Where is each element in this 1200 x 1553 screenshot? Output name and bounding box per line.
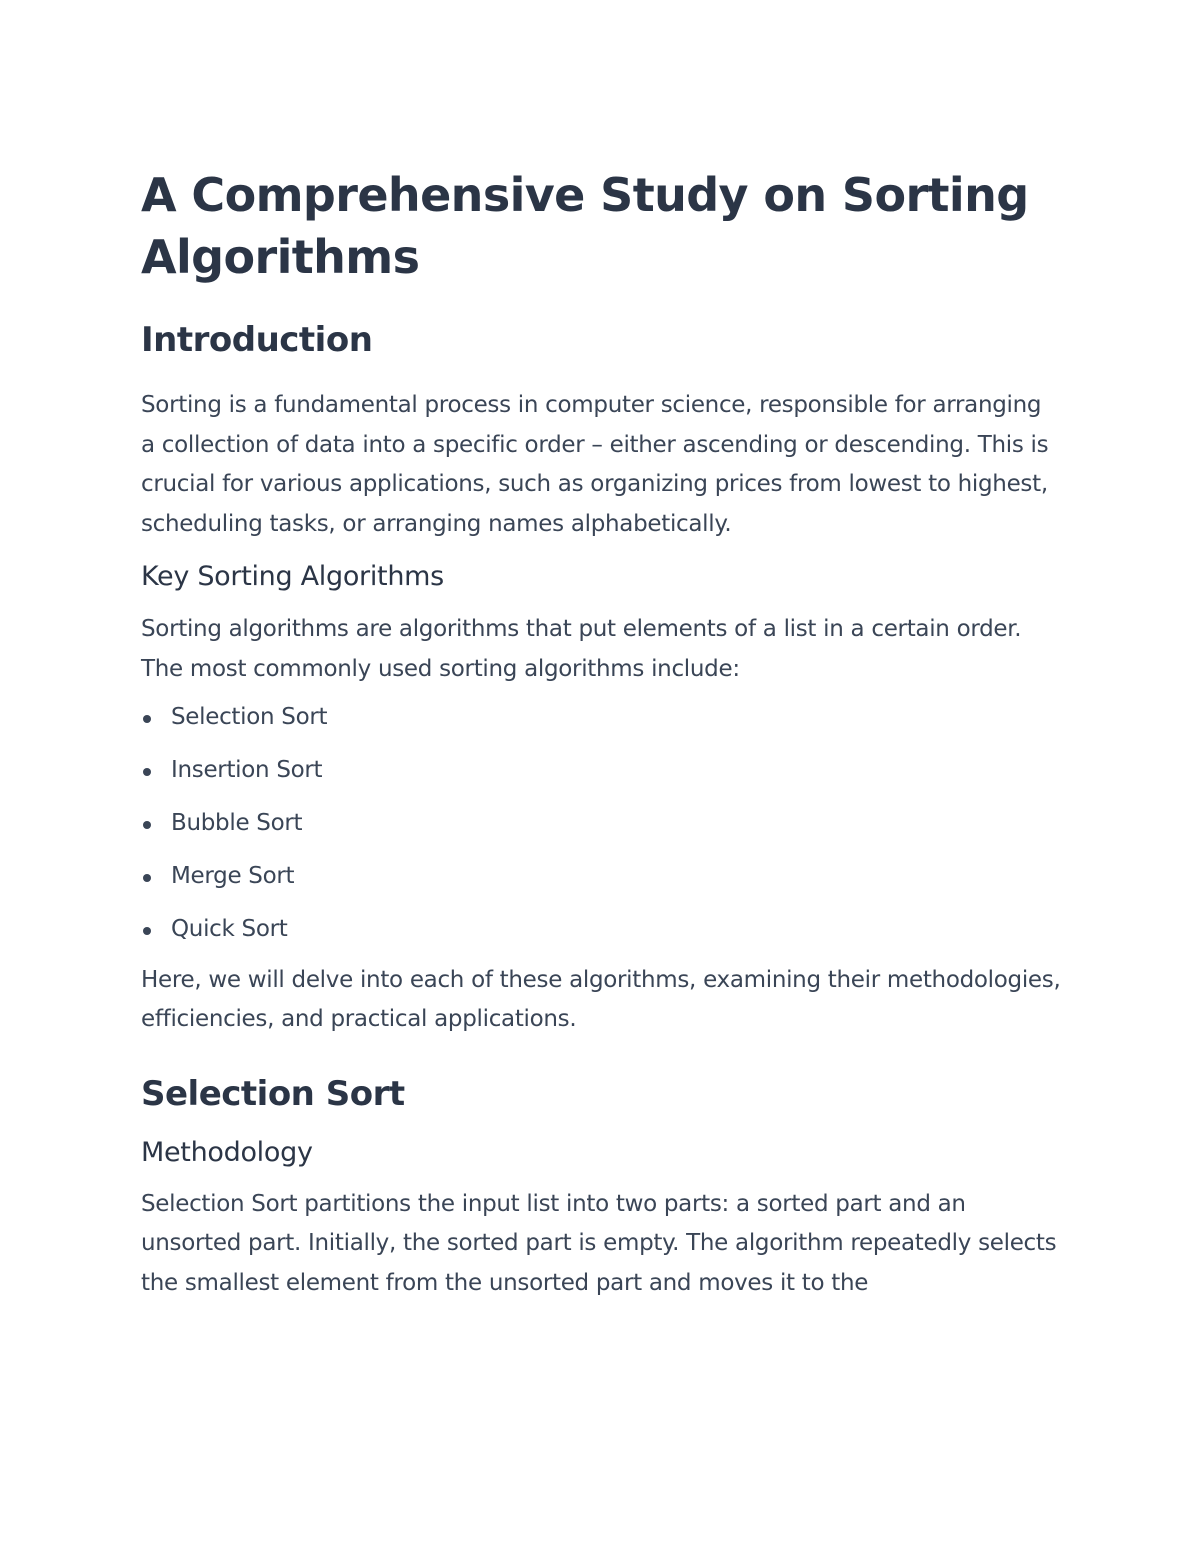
bullet-icon (143, 821, 151, 829)
key-sorting-algorithms-paragraph: Sorting algorithms are algorithms that put elements of a list in a certain order. The most commonly used sorting algorithms include: (141, 616, 1022, 682)
key-sorting-algorithms-heading: Key Sorting Algorithms (141, 561, 444, 593)
list-item-label: Bubble Sort (171, 809, 303, 836)
bullet-icon (143, 715, 151, 723)
methodology-heading: Methodology (141, 1136, 313, 1168)
document-page (141, 164, 1061, 1304)
methodology-paragraph: Selection Sort partitions the input list into two parts: a sorted part and an unsorted part. Initially, the sorted part is empty. The algorithm repeatedly selects the smallest element from the unsorted part and moves it to the (141, 1190, 1057, 1296)
list-item-label: Insertion Sort (171, 756, 323, 783)
list-item (141, 804, 1061, 857)
list-item (141, 910, 1061, 963)
list-item-label: Merge Sort (171, 862, 295, 889)
algorithm-list (141, 698, 1061, 963)
list-item-label: Selection Sort (171, 703, 328, 730)
bullet-icon (143, 874, 151, 882)
selection-sort-heading: Selection Sort (141, 1073, 405, 1114)
overview-paragraph: Here, we will delve into each of these algorithms, examining their methodologies, efficiencies, and practical applications. (141, 966, 1061, 1033)
bullet-icon (143, 768, 151, 776)
document-title: A Comprehensive Study on Sorting Algorithms (141, 168, 1029, 284)
introduction-paragraph: Sorting is a fundamental process in computer science, responsible for arranging a collection of data into a specific order – either ascending or descending. This is crucial for various applications, such as organizing prices from lowest to highest, scheduling tasks, or arranging names alphabetically. (141, 392, 1049, 537)
list-item (141, 751, 1061, 804)
bullet-icon (143, 927, 151, 935)
list-item (141, 857, 1061, 910)
list-item-label: Quick Sort (171, 915, 288, 942)
list-item (141, 698, 1061, 751)
introduction-heading: Introduction (141, 320, 373, 360)
